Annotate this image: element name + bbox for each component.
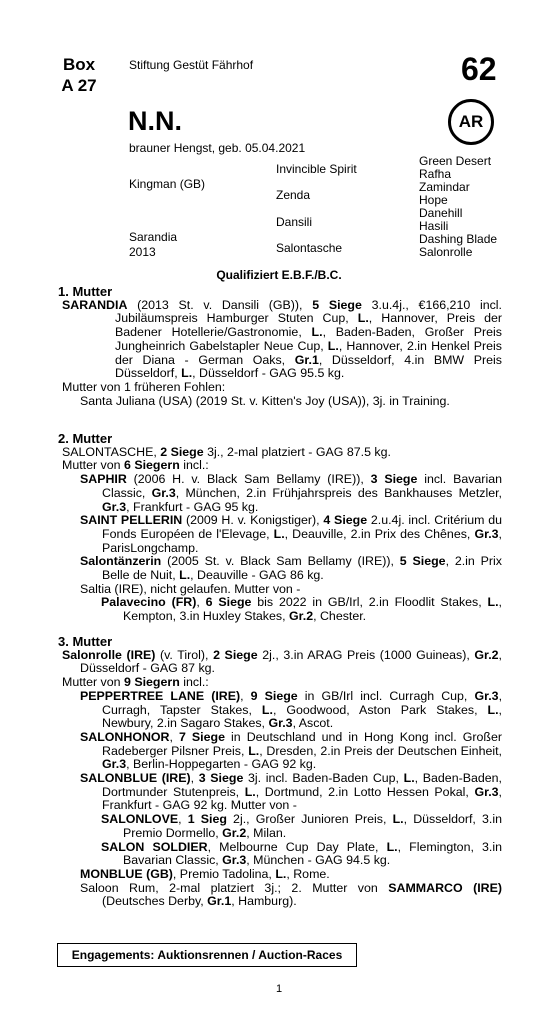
wins: 3 Siege — [370, 472, 418, 487]
pedigree-g3-entry: Zamindar — [419, 180, 470, 194]
pedigree-third-generation — [419, 155, 497, 259]
text: , Milan. — [246, 825, 287, 840]
text: , — [196, 595, 206, 610]
text: 2.u.4j. incl. Critérium du Fonds Européen de l'Elevage, — [102, 513, 503, 541]
horse: SALONLOVE — [101, 812, 179, 827]
section-third-dam — [58, 635, 502, 909]
grade: L. — [357, 311, 369, 326]
grade: L. — [273, 526, 285, 541]
wins: 2 Siege — [213, 647, 258, 662]
page-number: 1 — [275, 983, 283, 995]
grade: L. — [248, 743, 260, 758]
pedigree-g3-entry: Danehill — [419, 206, 463, 220]
text: , Hannover, Preis der Badener Hotellerie/Gastronomie, — [115, 311, 502, 340]
progeny-entry — [58, 868, 502, 882]
qualification-note: Qualifiziert E.B.F./B.C. — [216, 268, 342, 282]
grade: L. — [311, 325, 323, 340]
grade: Gr.3 — [151, 485, 176, 500]
grade: Gr.3 — [474, 784, 499, 799]
text: , Baden-Baden, Dortmunder Stutenpreis, — [102, 771, 502, 799]
wins: 4 Siege — [323, 513, 368, 528]
wins: 5 Siege — [312, 297, 362, 312]
wins: 1 Sieg — [187, 812, 227, 827]
horse-name: N.N. — [128, 106, 182, 136]
wins: 3 Siege — [198, 771, 244, 786]
pedigree-g3-entry: Hope — [419, 193, 448, 207]
grade: Gr.2 — [474, 647, 499, 662]
pedigree-dam: Sarandia — [129, 230, 178, 244]
pedigree-g3-entry: Dashing Blade — [419, 232, 498, 246]
progeny-entry — [58, 882, 502, 909]
grade: Gr.2 — [222, 825, 247, 840]
text: 2j., Großer Junioren Preis, — [226, 812, 393, 827]
grade: L. — [244, 784, 256, 799]
grade: L. — [327, 338, 339, 353]
text: (Deutsches Derby, — [102, 894, 208, 909]
text: Mutter von — [62, 458, 124, 473]
text: , Goodwood, Aston Park Stakes, — [272, 702, 488, 717]
grade: L. — [392, 812, 404, 827]
horse: MONBLUE (GB) — [80, 866, 173, 881]
dam-record — [58, 299, 502, 381]
grade: L. — [181, 366, 193, 381]
pedigree-g3-entry: Green Desert — [419, 154, 492, 168]
grade: L. — [403, 771, 415, 786]
wins: 6 Siege — [205, 595, 252, 610]
second-dam-record — [58, 446, 502, 460]
pedigree-dam-sire: Dansili — [276, 215, 313, 229]
section-heading: 2. Mutter — [58, 431, 113, 446]
winners-count: 9 Siegern — [123, 675, 180, 690]
text: bis 2022 in GB/Irl, 2.in Floodlit Stakes, — [251, 595, 488, 610]
horse: SAMMARCO (IRE) — [388, 880, 502, 895]
text: , Ascot. — [292, 716, 334, 731]
grand-progeny-entry — [58, 596, 502, 623]
text: , Düsseldorf - GAG 87 kg. — [80, 647, 502, 676]
section-heading: 3. Mutter — [58, 634, 113, 649]
text: , ParisLongchamp. — [102, 526, 502, 555]
grade: L. — [487, 595, 499, 610]
horse: SALON SOLDIER — [101, 839, 208, 854]
horse: SAINT PELLERIN — [80, 513, 183, 528]
grade: Gr.1 — [207, 894, 232, 909]
pedigree-g3-entry: Salonrolle — [419, 245, 473, 259]
section-heading: 1. Mutter — [58, 284, 113, 299]
text: , Düsseldorf, 4.in BMW Preis Düsseldorf, — [115, 352, 502, 381]
text: , — [240, 688, 251, 703]
foal-entry: Santa Juliana (USA) (2019 St. v. Kitten's Joy (USA)), 3j. in Training. — [80, 393, 450, 408]
grade: Gr.3 — [102, 499, 127, 514]
pedigree-sire-dam: Zenda — [276, 188, 311, 202]
third-dam-record — [58, 649, 502, 676]
text: (2006 H. v. Black Sam Bellamy (IRE)), — [126, 472, 371, 487]
text: , Chester. — [313, 609, 367, 624]
wins: 5 Siege — [399, 554, 446, 569]
text: (2005 St. v. Black Sam Bellamy (IRE)), — [161, 554, 400, 569]
text: , Dortmund, 2.in Lotto Hessen Pokal, — [255, 784, 475, 799]
text: , Deauville - GAG 86 kg. — [190, 568, 324, 583]
text: , Kempton, 3.in Huxley Stakes, — [123, 595, 502, 624]
text: , Frankfurt - GAG 95 kg. — [126, 499, 259, 514]
ar-badge: AR — [448, 99, 494, 145]
grade: Gr.3 — [102, 757, 127, 772]
text: incl.: — [179, 458, 209, 473]
progeny-entry: Saltia (IRE), nicht gelaufen. Mutter von - — [80, 581, 301, 596]
text: Saloon Rum, 2-mal platziert 3j.; 2. Mutter von — [80, 880, 389, 895]
pedigree-dam-dam: Salontasche — [276, 241, 343, 255]
foals-intro: Mutter von 1 früheren Fohlen: — [62, 379, 226, 394]
horse-description: brauner Hengst, geb. 05.04.2021 — [129, 141, 306, 155]
text: in GB/Irl incl. Curragh Cup, — [297, 688, 475, 703]
horse: SALONBLUE (IRE) — [80, 771, 191, 786]
text: , Deauville, 2.in Prix des Chênes, — [284, 526, 475, 541]
text: , Melbourne Cup Day Plate, — [207, 839, 387, 854]
text: in Deutschland und in Hong Kong incl. Großer Radeberger Pilsner Preis, — [102, 729, 502, 758]
progeny-entry — [58, 731, 502, 772]
text: , Düsseldorf, 3.in Premio Dormello, — [123, 812, 502, 840]
grade: Gr.1 — [294, 352, 319, 367]
horse: Palavecino (FR) — [101, 595, 197, 610]
horse: SAPHIR — [80, 472, 127, 487]
grade: Gr.3 — [268, 716, 293, 731]
text: 3j. incl. Baden-Baden Cup, — [243, 771, 404, 786]
grade: L. — [275, 866, 287, 881]
pedigree-sire-sire: Invincible Spirit — [276, 162, 357, 176]
lot-number: 62 — [461, 51, 497, 87]
seller-name: Stiftung Gestüt Fährhof — [129, 58, 254, 72]
text: 3.u.4j., €166,210 incl. Jubiläumspreis Hamburger Stuten Cup, — [115, 297, 502, 326]
text: , Hannover, 2.in Henkel Preis der Diana - German Oaks, — [115, 338, 502, 367]
text: , Curragh, Tapster Stakes, — [102, 688, 503, 717]
grade: Gr.3 — [474, 526, 499, 541]
grade: L. — [261, 702, 273, 717]
winners-count: 6 Siegern — [123, 458, 180, 473]
pedigree-dam-year: 2013 — [129, 245, 156, 259]
wins: 9 Siege — [250, 688, 298, 703]
pedigree-g3-entry: Hasili — [419, 219, 449, 233]
box-label: Box — [62, 55, 96, 74]
text: , Flemington, 3.in Bavarian Classic, — [123, 839, 502, 868]
horse: Salontänzerin — [80, 554, 162, 569]
text: (2009 H. v. Konigstiger), — [182, 513, 324, 528]
section-first-dam — [58, 285, 502, 408]
pedigree-g3-entry: Rafha — [419, 167, 452, 181]
text: , Frankfurt - GAG 92 kg. Mutter von - — [102, 784, 502, 813]
text: , — [169, 729, 179, 744]
grade: L. — [179, 568, 191, 583]
text: incl.: — [179, 675, 209, 690]
winners-intro — [58, 676, 502, 690]
text: (v. Tirol), — [155, 647, 214, 662]
grand-progeny-entry — [58, 813, 502, 840]
wins: 7 Siege — [178, 729, 225, 744]
text: , — [178, 812, 188, 827]
progeny-entry — [58, 473, 502, 514]
engagements-box: Engagements: Auktionsrennen / Auction-Races — [57, 943, 357, 967]
progeny-entry — [58, 555, 502, 582]
box-block — [56, 54, 102, 96]
horse: PEPPERTREE LANE (IRE) — [80, 688, 241, 703]
horse: SALONHONOR — [80, 729, 170, 744]
text: incl. Bavarian Classic, — [102, 472, 502, 500]
grade: Gr.2 — [288, 609, 314, 624]
dam-name: SARANDIA — [62, 297, 128, 312]
progeny-entry — [58, 690, 502, 731]
grade: Gr.3 — [474, 688, 499, 703]
text: Mutter von — [62, 675, 124, 690]
text: SALONTASCHE, — [62, 444, 161, 459]
text: , Rome. — [286, 866, 330, 881]
text: , Berlin-Hoppegarten - GAG 92 kg. — [126, 757, 317, 772]
text: (2013 St. v. Dansili (GB)), — [127, 297, 313, 312]
text: , München, 2.in Frühjahrspreis des Bankhauses Metzler, — [175, 485, 502, 500]
section-second-dam — [58, 432, 502, 624]
text: , Premio Tadolina, — [172, 866, 276, 881]
text: , Newbury, 2.in Sagaro Stakes, — [102, 702, 502, 731]
text: , Dresden, 2.in Preis der Deutschen Einheit, — [259, 743, 502, 758]
horse: Salonrolle (IRE) — [62, 647, 156, 662]
text: , 2.in Prix Belle de Nuit, — [102, 554, 502, 583]
text: 3j., 2-mal platziert - GAG 87.5 kg. — [203, 444, 391, 459]
pedigree-sire: Kingman (GB) — [129, 177, 206, 191]
grade: Gr.3 — [222, 853, 247, 868]
progeny-entry — [58, 772, 502, 813]
text: 2j., 3.in ARAG Preis (1000 Guineas), — [257, 647, 475, 662]
grade: L. — [386, 839, 398, 854]
box-number: A 27 — [61, 76, 97, 95]
text: , Düsseldorf - GAG 95.5 kg. — [192, 366, 345, 381]
text: , Baden-Baden, Großer Preis Jungheinrich Gabelstapler Neue Cup, — [115, 325, 503, 353]
grade: L. — [487, 702, 499, 717]
text: , — [190, 771, 199, 786]
winners-intro — [58, 459, 502, 473]
grand-progeny-entry — [58, 841, 502, 868]
wins: 2 Siege — [160, 444, 204, 459]
text: , München - GAG 94.5 kg. — [246, 853, 391, 868]
progeny-entry — [58, 514, 502, 555]
text: , Hamburg). — [231, 894, 297, 909]
